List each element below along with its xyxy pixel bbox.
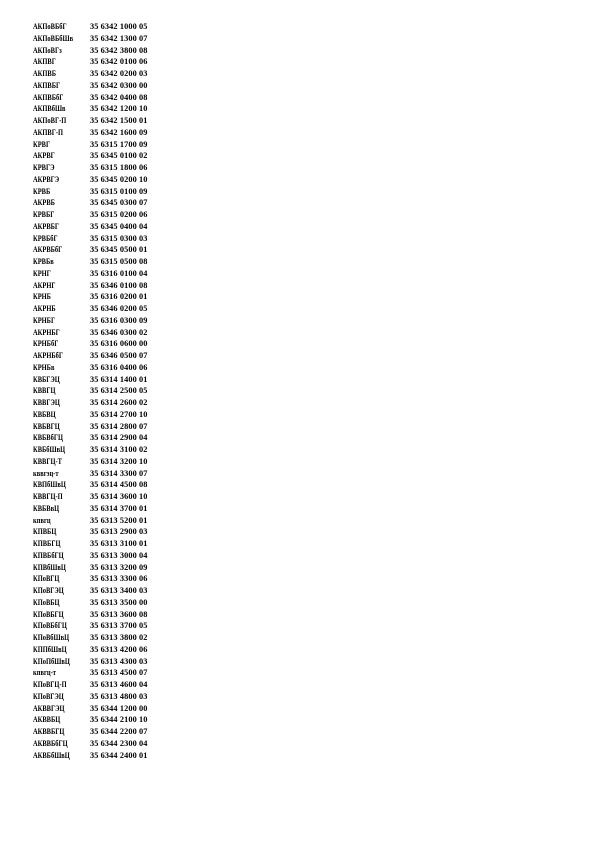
list-item [33,45,148,57]
list-item [33,197,148,209]
okp-code: 35 6316 0300 09 [90,315,148,325]
list-item [33,244,148,256]
okp-code: 35 6314 3300 07 [90,468,148,478]
list-item [33,667,148,679]
okp-code: 35 6342 0300 00 [90,80,148,90]
list-item [33,186,148,198]
list-item [33,80,148,92]
okp-code: 35 6344 2200 07 [90,727,148,736]
cable-mark: КПоВБбГЦ [33,621,67,631]
list-item [33,374,148,386]
cable-mark: кпвгц [33,515,51,525]
list-item [33,338,148,350]
okp-code: 35 6342 1200 10 [90,104,148,114]
okp-code: 35 6316 0100 04 [90,268,148,278]
cable-mark: КПоВБЦ [33,597,60,607]
cable-mark: АКПВБ [33,69,56,78]
okp-code: 35 6345 0500 01 [90,245,148,255]
okp-code: 35 6314 4500 08 [90,480,148,490]
cable-mark: КППбШвЦ [33,644,67,654]
list-item [33,209,148,221]
okp-code: 35 6344 2100 10 [90,715,148,725]
okp-code: 35 6316 0600 00 [90,339,148,349]
okp-code: 35 6344 2400 01 [90,750,148,760]
okp-code: 35 6314 2800 07 [90,421,148,431]
list-item [33,738,148,750]
okp-code: 35 6344 2300 04 [90,738,148,748]
list-item [33,550,148,562]
list-item [33,56,148,68]
list-item [33,444,148,456]
cable-mark: АКПоВБбГ [33,22,67,31]
cable-mark: АКРВГ [33,151,55,161]
cable-mark: КРНБГ [33,315,56,325]
okp-code: 35 6316 0400 06 [90,362,148,372]
list-item [33,127,148,139]
list-item [33,503,148,515]
list-item [33,174,148,186]
list-item [33,644,148,656]
okp-code: 35 6315 0100 09 [90,186,148,196]
cable-mark: КПоВГЦ [33,574,60,584]
okp-code: 35 6314 3200 10 [90,456,148,466]
okp-code: 35 6345 0200 10 [90,174,148,184]
okp-code: 35 6313 2900 03 [90,527,148,537]
list-item [33,268,148,280]
list-item [33,221,148,233]
okp-code: 35 6342 1000 05 [90,22,148,31]
list-item [33,409,148,421]
okp-code: 35 6314 3100 02 [90,445,148,454]
cable-mark: АКПВБбГ [33,92,64,102]
list-item [33,703,148,715]
list-item [33,21,148,33]
cable-mark: КПоВГЭЦ [33,586,64,595]
cable-mark: КРНГ [33,268,51,278]
list-item [33,162,148,174]
cable-mark: АКПВГ-П [33,127,64,137]
okp-code: 35 6313 4500 07 [90,668,148,678]
cable-mark: АКРВБ [33,198,55,208]
cable-mark: КПВБГЦ [33,539,61,548]
okp-code: 35 6346 0100 08 [90,280,148,290]
okp-code: 35 6314 2700 10 [90,409,148,419]
list-item [33,656,148,668]
cable-mark: КРВБГ [33,210,55,219]
cable-mark: АКВВБбГЦ [33,738,68,748]
okp-code: 35 6314 3600 10 [90,492,148,501]
cable-mark: КВБбШвЦ [33,445,66,454]
list-item [33,620,148,632]
list-item [33,421,148,433]
list-item [33,280,148,292]
list-item [33,456,148,468]
list-item [33,115,148,127]
okp-code: 35 6315 1800 06 [90,163,148,172]
list-item [33,397,148,409]
cable-mark: АКВВГЭЦ [33,703,65,713]
okp-code: 35 6315 0300 03 [90,233,148,243]
okp-code: 35 6313 4600 04 [90,680,148,689]
cable-mark: КПоВБГЦ [33,609,64,619]
cable-mark: АКВВБГЦ [33,727,65,736]
cable-mark: АКПоВГз [33,45,62,55]
cable-mark: КРВБ [33,186,51,196]
list-item [33,139,148,151]
cable-mark: КПВБЦ [33,527,57,537]
okp-code: 35 6313 3200 09 [90,562,148,572]
okp-code: 35 6313 3000 04 [90,550,148,560]
list-item [33,150,148,162]
cable-mark: кввгэц-т [33,468,59,478]
okp-code: 35 6345 0400 04 [90,221,148,231]
list-item [33,315,148,327]
cable-mark: АКРНБбГ [33,351,63,360]
list-item [33,350,148,362]
list-item [33,538,148,550]
list-item [33,750,148,762]
list-item [33,573,148,585]
okp-code: 35 6314 2600 02 [90,398,148,407]
cable-mark: АКВБбШвЦ [33,750,70,760]
okp-code: 35 6314 2500 05 [90,386,148,396]
list-item [33,33,148,45]
list-item [33,432,148,444]
list-item [33,491,148,503]
okp-code: 35 6342 0100 06 [90,57,148,67]
list-item [33,479,148,491]
okp-code: 35 6313 3100 01 [90,539,148,548]
list-item [33,562,148,574]
cable-mark: АКПВБГ [33,80,61,90]
cable-mark: КВВГЦ [33,386,56,396]
list-item [33,691,148,703]
list-item [33,609,148,621]
okp-code: 35 6342 0400 08 [90,92,148,102]
list-item [33,256,148,268]
okp-code: 35 6315 1700 09 [90,139,148,149]
cable-mark: АКРНГ [33,280,56,290]
okp-code: 35 6342 1600 09 [90,127,148,137]
cable-mark: КРНБв [33,362,55,372]
list-item [33,303,148,315]
cable-mark: КВПбШвЦ [33,480,66,490]
cable-mark: АКРНБ [33,304,56,313]
okp-code: 35 6342 3800 08 [90,45,148,55]
cable-mark: КВБВЦ [33,409,56,419]
cable-mark: КПВбШвЦ [33,562,66,572]
list-item [33,632,148,644]
cable-mark: КВБВГЦ [33,421,60,431]
okp-code: 35 6316 0200 01 [90,292,148,302]
okp-code: 35 6345 0100 02 [90,151,148,161]
okp-code: 35 6314 2900 04 [90,433,148,443]
list-item [33,726,148,738]
okp-code: 35 6313 3600 08 [90,609,148,619]
okp-code: 35 6313 3800 02 [90,633,148,642]
cable-mark: КРВБв [33,257,54,266]
list-item [33,714,148,726]
cable-mark: КПоВГЦ-П [33,680,67,689]
cable-mark: КВВГЦ-П [33,492,63,501]
list-item [33,233,148,245]
list-item [33,291,148,303]
cable-mark: АКПВГ [33,57,56,67]
list-item [33,103,148,115]
okp-code: 35 6313 3500 00 [90,597,148,607]
cable-mark: КВБВвЦ [33,503,60,513]
cable-code-list [33,21,148,761]
cable-mark: АКПоВБбШв [33,33,74,43]
list-item [33,362,148,374]
okp-code: 35 6314 3700 01 [90,503,148,513]
okp-code: 35 6342 1300 07 [90,33,148,43]
cable-mark: АКРВГЭ [33,174,60,184]
cable-mark: АКРВБГ [33,221,60,231]
cable-mark: КРВГ [33,139,51,149]
list-item [33,679,148,691]
cable-mark: АКРВБбГ [33,245,63,255]
cable-mark: КПоВбШвЦ [33,633,70,642]
list-item [33,597,148,609]
cable-mark: АКРНБГ [33,327,60,337]
list-item [33,526,148,538]
cable-mark: КРНБ [33,292,51,302]
okp-code: 35 6346 0200 05 [90,304,148,313]
list-item [33,92,148,104]
okp-code: 35 6342 0200 03 [90,69,148,78]
list-item [33,585,148,597]
cable-mark: КРНБбГ [33,339,59,349]
okp-code: 35 6342 1500 01 [90,116,148,125]
cable-mark: КВВГЭЦ [33,398,60,407]
okp-code: 35 6346 0500 07 [90,351,148,360]
okp-code: 35 6346 0300 02 [90,327,148,337]
cable-mark: КРВБбГ [33,233,58,243]
okp-code: 35 6313 3300 06 [90,574,148,584]
list-item [33,468,148,480]
cable-mark: АКПВбШв [33,104,66,114]
okp-code: 35 6313 3700 05 [90,621,148,631]
cable-mark: АКВВБЦ [33,715,61,725]
list-item [33,327,148,339]
cable-mark: КРВГЭ [33,163,55,172]
cable-mark: КВБГЭЦ [33,374,60,384]
cable-mark: КПВБбГЦ [33,550,64,560]
cable-mark: КПоПбШвЦ [33,656,70,666]
list-item [33,68,148,80]
cable-mark: КПоВГЭЦ [33,691,64,701]
okp-code: 35 6315 0200 06 [90,210,148,219]
cable-mark: кпвгц-т [33,668,56,678]
okp-code: 35 6344 1200 00 [90,703,148,713]
okp-code: 35 6313 5200 01 [90,515,148,525]
okp-code: 35 6345 0300 07 [90,198,148,208]
okp-code: 35 6313 4300 03 [90,656,148,666]
list-item [33,515,148,527]
okp-code: 35 6313 3400 03 [90,586,148,595]
cable-mark: АКПоВГ-П [33,116,67,125]
okp-code: 35 6313 4800 03 [90,691,148,701]
okp-code: 35 6313 4200 06 [90,644,148,654]
okp-code: 35 6315 0500 08 [90,257,148,266]
okp-code: 35 6314 1400 01 [90,374,148,384]
cable-mark: КВВГЦ-Т [33,456,62,466]
list-item [33,385,148,397]
cable-mark: КВБВбГЦ [33,433,63,443]
